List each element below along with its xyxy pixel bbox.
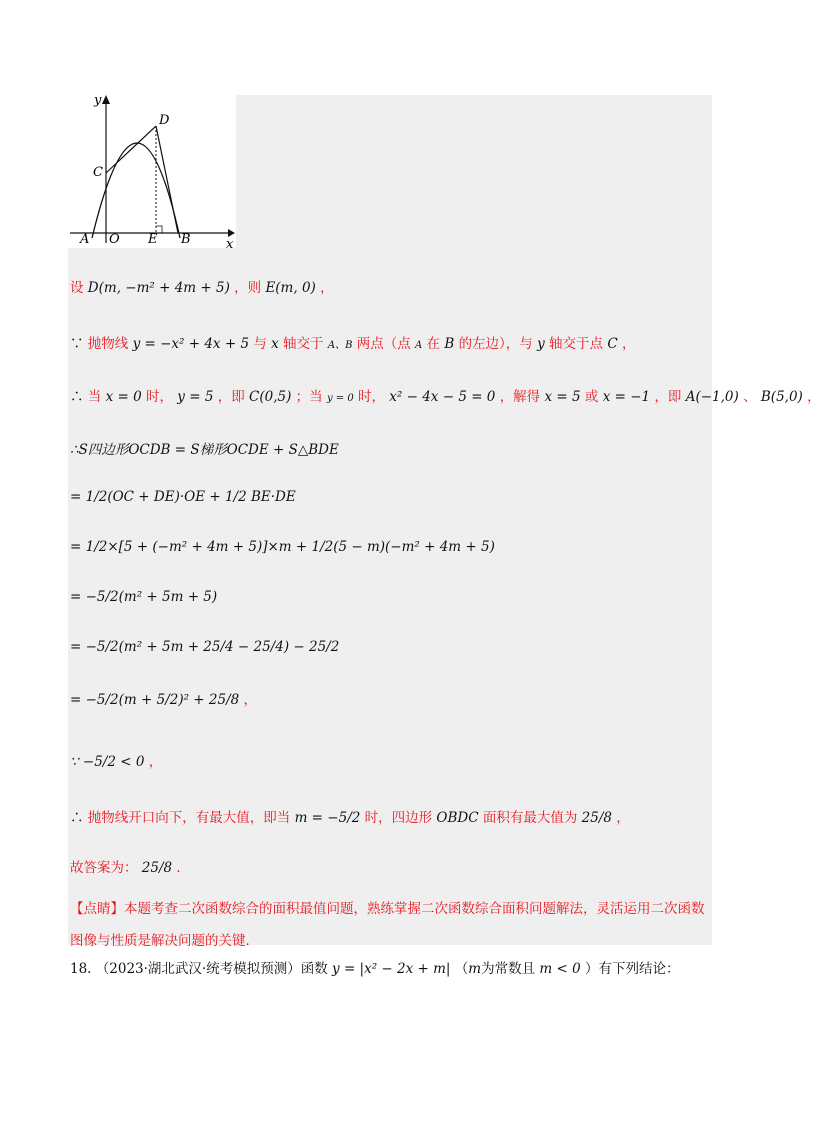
text: ， <box>621 336 636 352</box>
text: ， <box>243 692 258 708</box>
label-C: C <box>93 165 103 180</box>
segment-DB <box>156 126 178 233</box>
parabola-curve <box>92 143 180 238</box>
inequality: ∵ −5/2 < 0 <box>70 754 145 770</box>
math-m: m <box>468 961 482 977</box>
condition-inequality: m < 0 <box>539 961 581 977</box>
area-step-4: = −5/2(m² + 5m + 25/4 − 25/4) − 25/2 <box>70 639 340 655</box>
math-C: C <box>607 336 618 352</box>
label-E: E <box>148 232 158 247</box>
text: 与 <box>253 336 267 352</box>
vertex-form: = −5/2(m + 5/2)² + 25/8 <box>70 692 240 708</box>
text: 的左边），与 <box>458 336 533 352</box>
math-x: x <box>271 336 279 352</box>
answer-line <box>70 858 190 878</box>
math-xm1: x = −1 <box>602 389 651 405</box>
math-OBDC: OBDC <box>436 810 479 826</box>
text: 轴交于 <box>283 336 324 352</box>
parabola-equation: y = −x² + 4x + 5 <box>132 336 250 352</box>
question-function: y = |x² − 2x + m| <box>332 961 451 977</box>
question-number: 18. <box>70 961 92 977</box>
coefficient-negative <box>70 752 162 772</box>
answer-value: 25/8 <box>141 860 173 876</box>
text: 轴交于点 <box>549 336 604 352</box>
text: （ <box>454 961 469 977</box>
text: 在 <box>426 336 441 352</box>
point-C: C(0,5) <box>249 389 292 405</box>
math-x5: x = 5 <box>544 389 581 405</box>
step-set-D <box>70 278 334 298</box>
point-D-expr: D(m, −m² + 4m + 5) <box>87 280 230 296</box>
because-symbol: ∵ <box>70 336 84 352</box>
text: 时， <box>358 389 385 405</box>
point-B: B(5,0) <box>760 389 803 405</box>
text: ）有下列结论： <box>584 961 680 977</box>
max-area-value: 25/8 <box>581 810 612 826</box>
text: ，即 <box>217 389 245 405</box>
text: 两点（点 <box>356 336 411 352</box>
area-step-1: = 1/2(OC + DE)·OE + 1/2 BE·DE <box>70 489 296 505</box>
step-solve-points <box>70 387 821 409</box>
math-AB: A、B <box>327 340 353 351</box>
text: 抛物线 <box>87 336 129 352</box>
therefore-symbol: ∴ <box>70 810 84 826</box>
math-x0: x = 0 <box>105 389 142 405</box>
text: ，即 <box>654 389 682 405</box>
figure-box <box>68 88 236 252</box>
conclusion-line <box>70 808 630 828</box>
point-E-expr: E(m, 0) <box>265 280 316 296</box>
question-18 <box>70 957 679 977</box>
text-ze: ，则 <box>234 280 262 296</box>
math-B: B <box>444 336 455 352</box>
math-y5: y = 5 <box>177 389 214 405</box>
label-x: x <box>226 237 234 252</box>
text: 面积有最大值为 <box>482 810 578 826</box>
text: ；当 <box>295 389 323 405</box>
text-comma: ， <box>320 280 334 296</box>
text: 或 <box>584 389 599 405</box>
quadratic-equation: x² − 4x − 5 = 0 <box>389 389 496 405</box>
text: 时， <box>146 389 173 405</box>
label-O: O <box>109 232 120 247</box>
math-A: A <box>415 340 423 351</box>
parabola-figure <box>68 88 236 252</box>
x-axis-arrow-icon <box>228 229 235 237</box>
text: 时，四边形 <box>364 810 433 826</box>
note-head: 【点睛】 <box>70 901 124 917</box>
text: 、 <box>743 389 757 405</box>
key-point-note <box>70 893 714 957</box>
text: ． <box>176 860 190 876</box>
text: ， <box>616 810 630 826</box>
answer-label: 故答案为： <box>70 860 138 876</box>
label-B: B <box>181 232 191 247</box>
therefore-symbol: ∴ <box>70 389 84 405</box>
point-A: A(−1,0) <box>685 389 739 405</box>
text: 抛物线开口向下，有最大值，即当 <box>87 810 291 826</box>
area-step-2: = 1/2×[5 + (−m² + 4m + 5)]×m + 1/2(5 − m)(−m² + 4m + 5) <box>70 539 495 555</box>
label-A: A <box>80 232 90 247</box>
area-sum-expr: ∴S四边形OCDB = S梯形OCDE + S△BDE <box>70 442 339 458</box>
label-D: D <box>159 113 170 128</box>
note-body: 本题考查二次函数综合的面积最值问题，熟练掌握二次函数综合面积问题解法，灵活运用二次函数图像与性质是解决问题的关键． <box>70 901 705 949</box>
label-y: y <box>94 93 102 108</box>
area-step-3: = −5/2(m² + 5m + 5) <box>70 589 218 605</box>
math-y: y <box>537 336 545 352</box>
text: ， <box>807 389 821 405</box>
text: 为常数且 <box>481 961 536 977</box>
y-axis-arrow-icon <box>102 95 110 104</box>
math-y0: y = 0 <box>326 393 354 404</box>
step-parabola-intersections <box>70 334 635 356</box>
text-she: 设 <box>70 280 84 296</box>
text: ， <box>148 754 163 770</box>
math-m-value: m = −5/2 <box>294 810 361 826</box>
text: 当 <box>87 389 102 405</box>
question-source: （2023·湖北武汉·统考模拟预测）函数 <box>95 961 328 977</box>
area-step-5 <box>70 690 257 710</box>
text: ，解得 <box>499 389 541 405</box>
